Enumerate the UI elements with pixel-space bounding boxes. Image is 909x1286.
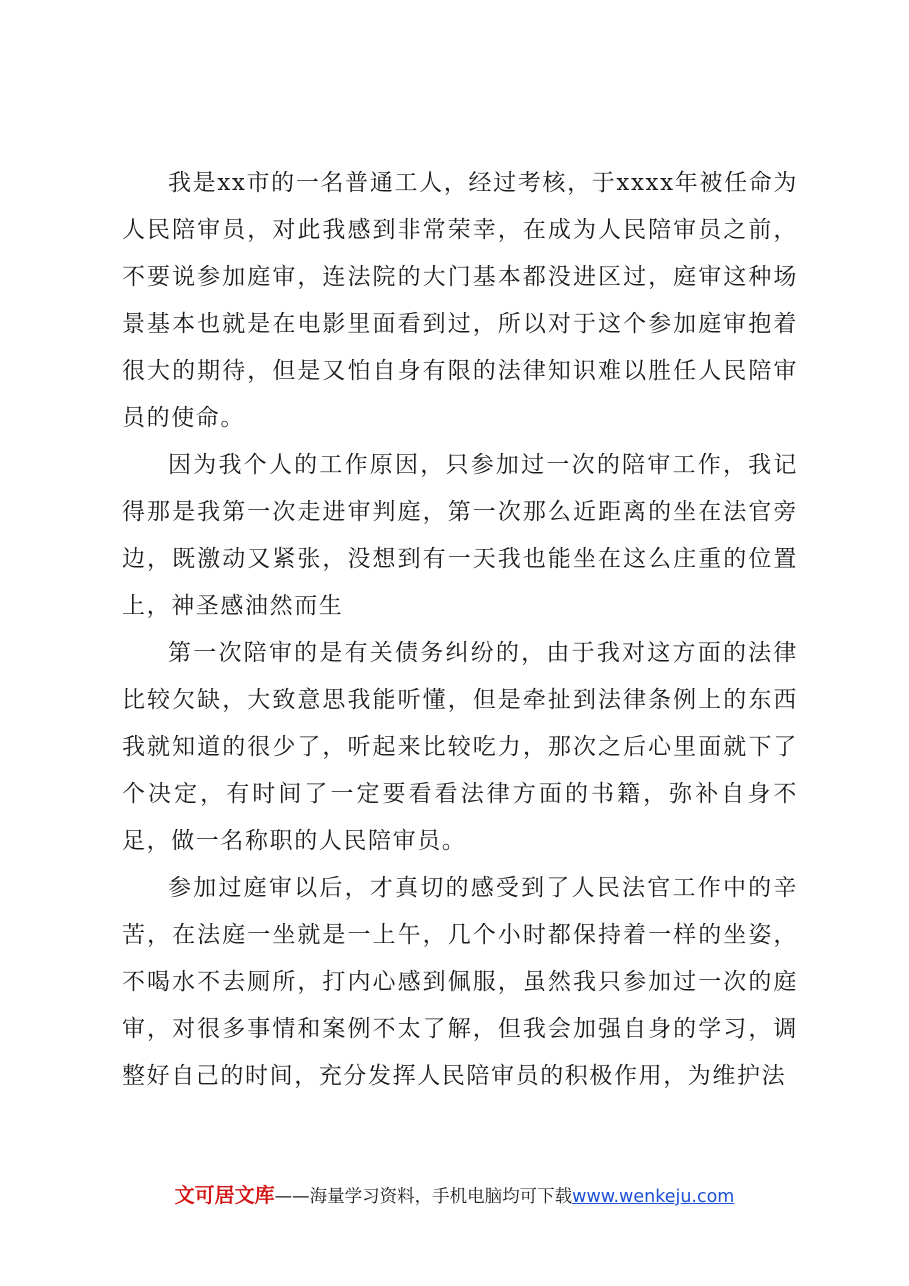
document-body [122, 160, 798, 1100]
paragraph-3: 第一次陪审的是有关债务纠纷的，由于我对这方面的法律比较欠缺，大致意思我能听懂，但是牵扯到法律条例上的东西我就知道的很少了，听起来比较吃力，那次之后心里面就下了个决定，有时间了一定要看看法律方面的书籍，弥补自身不足，做一名称职的人民陪审员。 [122, 640, 798, 854]
paragraph-4: 参加过庭审以后，才真切的感受到了人民法官工作中的辛苦，在法庭一坐就是一上午，几个小时都保持着一样的坐姿，不喝水不去厕所，打内心感到佩服，虽然我只参加过一次的庭审，对很多事情和案例不太了解，但我会加强自身的学习，调整好自己的时间，充分发挥人民陪审员的积极作用，为维护法 [122, 875, 798, 1089]
paragraph-2: 因为我个人的工作原因，只参加过一次的陪审工作，我记得那是我第一次走进审判庭，第一次那么近距离的坐在法官旁边，既激动又紧张，没想到有一天我也能坐在这么庄重的位置上，神圣感油然而生 [122, 452, 798, 619]
footer-link[interactable]: www.wenkeju.com [572, 1187, 735, 1207]
page-footer [0, 1181, 909, 1211]
paragraph-1: 我是xx市的一名普通工人，经过考核，于xxxx年被任命为人民陪审员，对此我感到非常荣幸，在成为人民陪审员之前，不要说参加庭审，连法院的大门基本都没进区过，庭审这种场景基本也就是在电影里面看到过，所以对于这个参加庭审抱着很大的期待，但是又怕自身有限的法律知识难以胜任人民陪审员的使命。 [122, 170, 798, 431]
footer-brand: 文可居文库 [174, 1183, 275, 1207]
footer-tagline: ——海量学习资料，手机电脑均可下载 [274, 1187, 573, 1207]
